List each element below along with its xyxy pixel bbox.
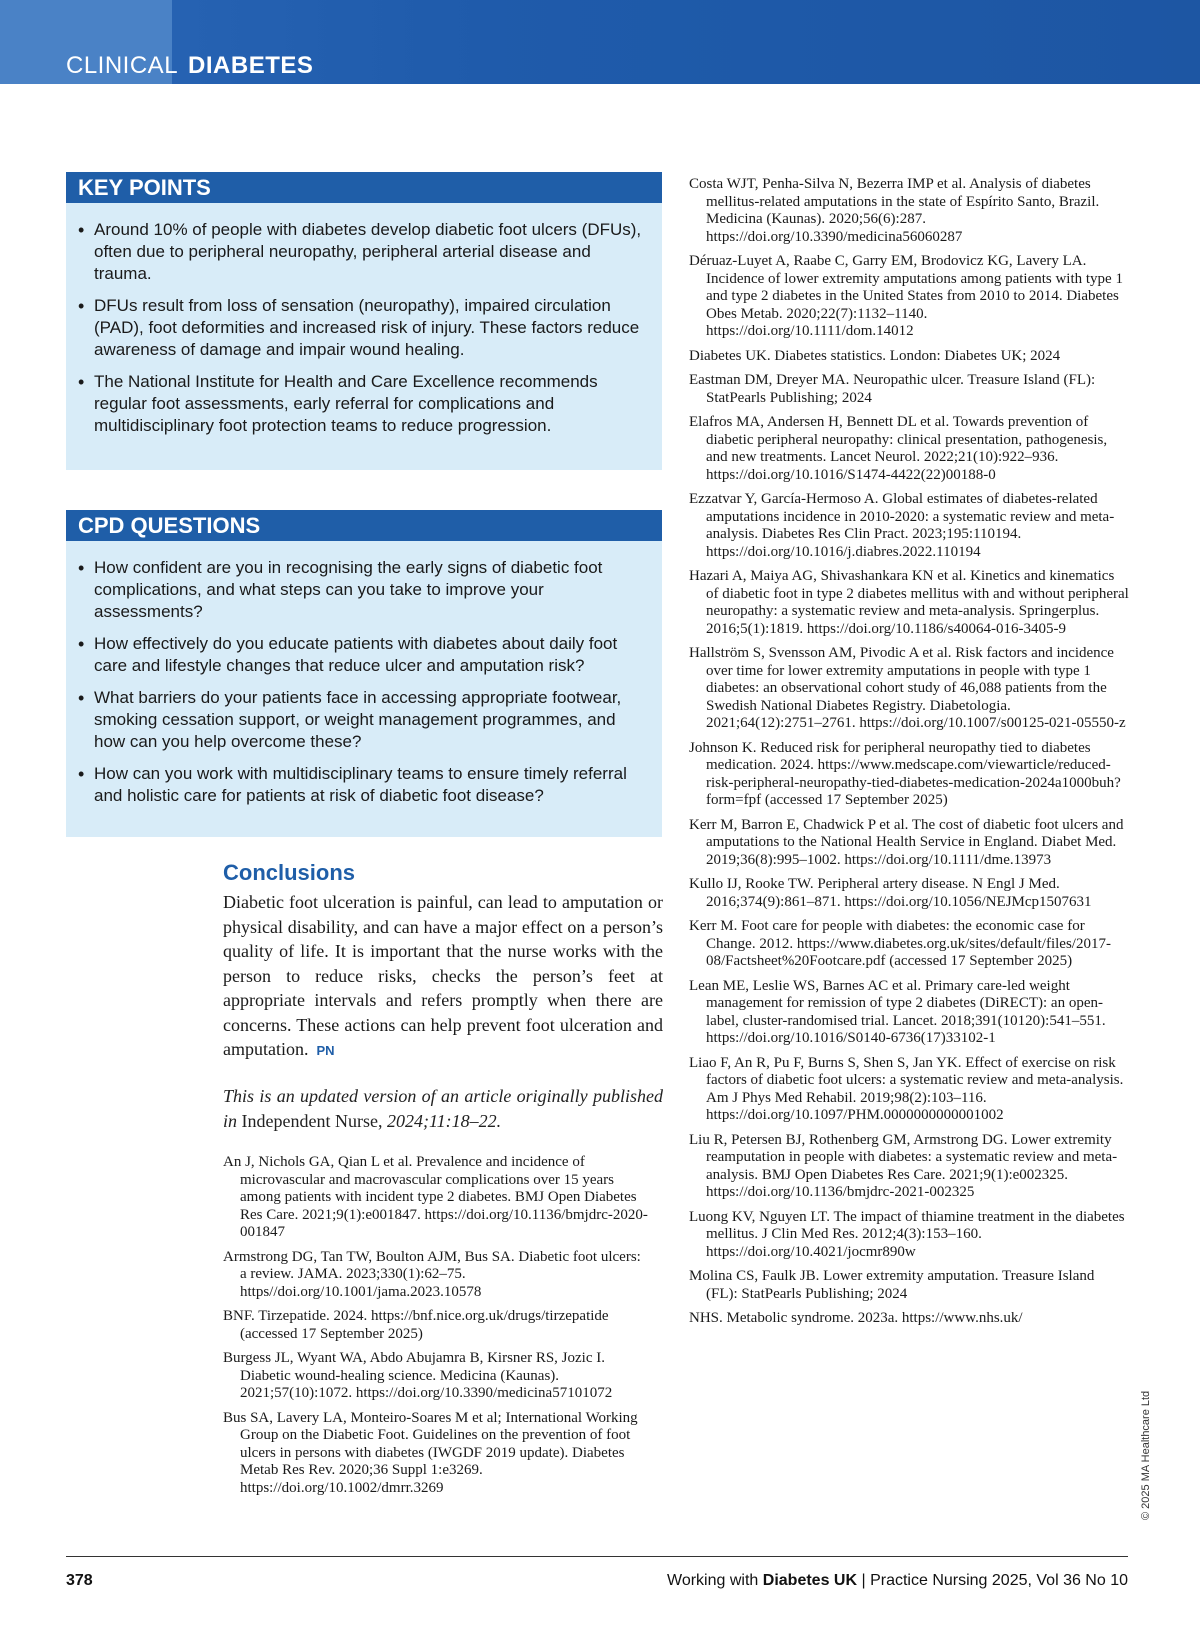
- cpd-questions-box: [66, 510, 662, 837]
- conclusions-heading: Conclusions: [223, 860, 356, 885]
- reference-item: Luong KV, Nguyen LT. The impact of thiamine treatment in the diabetes mellitus. J Clin Med Res. 2012;4(3):153–160. https://doi.org/10.4021/jocmr890w: [689, 1208, 1125, 1260]
- reference-item: Kullo IJ, Rooke TW. Peripheral artery disease. N Engl J Med. 2016;374(9):861–871. https://doi.org/10.1056/NEJMcp1507631: [689, 876, 1092, 910]
- reference-item: Elafros MA, Andersen H, Bennett DL et al. Towards prevention of diabetic peripheral neuropathy: clinical presentation, pathogenesis, and new treatments. Lancet Neurol. 2022;21(10):922–936. https://doi.org/10.1016/S1474-4422(22)00188-0: [689, 414, 1108, 483]
- reference-item: Kerr M. Foot care for people with diabetes: the economic case for Change. 2012. https://www.diabetes.org.uk/sites/default/files/2017-08/Factsheet%20Footcare.pdf (accessed 17 September 2025): [689, 918, 1111, 969]
- reference-item: Burgess JL, Wyant WA, Abdo Abujamra B, Kirsner RS, Jozic I. Diabetic wound-healing science. Medicina (Kaunas). 2021;57(10):1072. https://doi.org/10.3390/medicina57101072: [223, 1350, 613, 1401]
- key-point-item: • The National Institute for Health and Care Excellence recommends regular foot assessments, early referral for complications and multidisciplinary foot protection teams to reduce progression.: [78, 371, 650, 437]
- copyright-notice: © 2025 MA Healthcare Ltd: [1140, 1390, 1152, 1520]
- section-name: CLINICAL: [66, 52, 179, 79]
- page-number: 378: [66, 1572, 93, 1589]
- key-points-title: KEY POINTS: [66, 172, 662, 203]
- references-right-column: [689, 176, 1129, 1335]
- reference-item: Ezzatvar Y, García-Hermoso A. Global estimates of diabetes-related amputations incidence in 2010-2020: a systematic review and meta-analysis. Diabetes Res Clin Pract. 2023;195:110194. https://doi.org/10.1016/j.diabres.2022.110194: [689, 491, 1115, 560]
- footer-journal: | Practice Nursing 2025, Vol 36 No 10: [861, 1572, 1128, 1589]
- cpd-question-item: • How can you work with multidisciplinary teams to ensure timely referral and holistic care for patients at risk of diabetic foot disease?: [78, 763, 650, 807]
- reference-item: Lean ME, Leslie WS, Barnes AC et al. Primary care-led weight management for remission of type 2 diabetes (DiRECT): an open-label, cluster-randomised trial. Lancet. 2018;391(10120):541–551. https://doi.org/10.1016/S0140-6736(17)33102-1: [689, 977, 1106, 1046]
- reference-item: Molina CS, Faulk JB. Lower extremity amputation. Treasure Island (FL): StatPearls Publishing; 2024: [689, 1268, 1095, 1302]
- reference-item: Hallström S, Svensson AM, Pivodic A et al. Risk factors and incidence over time for lower extremity amputations in people with type 1 diabetes: an observational cohort study of 46,088 patients from the Swedish National Diabetes Registry. Diabetologia. 2021;64(12):2751–2761. https://doi.org/10.1007/s00125-021-05550-z: [689, 645, 1126, 731]
- reference-item: BNF. Tirzepatide. 2024. https://bnf.nice.org.uk/drugs/tirzepatide (accessed 17 September 2025): [223, 1308, 609, 1342]
- footer-journal-line: [667, 1572, 1128, 1590]
- cpd-questions-title: CPD QUESTIONS: [66, 510, 662, 541]
- references-left-column: [223, 1154, 648, 1504]
- footer-brand: Diabetes UK: [762, 1572, 858, 1589]
- conclusions-section: [223, 860, 663, 1064]
- key-point-item: • DFUs result from loss of sensation (neuropathy), impaired circulation (PAD), foot deformities and increased risk of injury. These factors reduce awareness of damage and impair wound healing.: [78, 295, 650, 361]
- conclusions-text: Diabetic foot ulceration is painful, can lead to amputation or physical disability, and can have a major effect on a person’s quality of life. It is important that the nurse works with the person to reduce risks, checks the person’s feet at appropriate intervals and refers promptly when there are concerns. These actions can help prevent foot ulceration and amputation.: [223, 892, 663, 1059]
- reference-item: Hazari A, Maiya AG, Shivashankara KN et al. Kinetics and kinematics of diabetic foot in type 2 diabetes mellitus with and without peripheral neuropathy: a systematic review and meta-analysis. Springerplus. 2016;5(1):1819. https://doi.org/10.1186/s40064-016-3405-9: [689, 568, 1129, 637]
- reference-item: Liao F, An R, Pu F, Burns S, Shen S, Jan YK. Effect of exercise on risk factors of diabetic foot ulcers: a systematic review and meta-analysis. Am J Phys Med Rehabil. 2019;98(2):103–116. https://doi.org/10.1097/PHM.0000000000001002: [689, 1054, 1124, 1123]
- reference-item: Bus SA, Lavery LA, Monteiro-Soares M et al; International Working Group on the Diabetic Foot. Guidelines on the prevention of foot ulcers in persons with diabetes (IWGDF 2019 update). Diabetes Metab Res Rev. 2020;36 Suppl 1:e3269. https://doi.org/10.1002/dmrr.3269: [223, 1409, 638, 1496]
- reference-item: Diabetes UK. Diabetes statistics. London: Diabetes UK; 2024: [689, 347, 1061, 364]
- section-topic: DIABETES: [188, 52, 314, 79]
- reference-item: Eastman DM, Dreyer MA. Neuropathic ulcer. Treasure Island (FL): StatPearls Publishing; 2024: [689, 372, 1096, 406]
- reference-item: Liu R, Petersen BJ, Rothenberg GM, Armstrong DG. Lower extremity reamputation in people with diabetes: a systematic review and meta-analysis. BMJ Open Diabetes Res Care. 2021;9(1):e002325. https://doi.org/10.1136/bmjdrc-2021-002325: [689, 1131, 1118, 1200]
- updated-prefix: This is an updated version of an article originally published in: [223, 1086, 663, 1131]
- updated-version-note: [223, 1084, 663, 1133]
- cpd-questions-list: [66, 541, 662, 837]
- key-point-item: • Around 10% of people with diabetes develop diabetic foot ulcers (DFUs), often due to peripheral neuropathy, peripheral arterial disease and trauma.: [78, 219, 650, 285]
- reference-item: Armstrong DG, Tan TW, Boulton AJM, Bus SA. Diabetic foot ulcers: a review. JAMA. 2023;330(1):62–75. https//doi.org/10.1001/jama.2023.10578: [223, 1248, 641, 1300]
- cpd-question-item: • How effectively do you educate patients with diabetes about daily foot care and lifestyle changes that reduce ulcer and amputation risk?: [78, 633, 650, 677]
- reference-item: An J, Nichols GA, Qian L et al. Prevalence and incidence of microvascular and macrovascular complications over 15 years among patients with incident type 2 diabetes. BMJ Open Diabetes Res Care. 2021;9(1):e001847. https://doi.org/10.1136/bmjdrc-2020-001847: [223, 1154, 648, 1240]
- footer-prefix: Working with: [667, 1572, 759, 1589]
- original-journal: Independent Nurse,: [241, 1110, 383, 1131]
- reference-item: Déruaz-Luyet A, Raabe C, Garry EM, Brodovicz KG, Lavery LA. Incidence of lower extremity amputations among patients with type 1 and type 2 diabetes in the United States from 2010 to 2014. Diabetes Obes Metab. 2020;22(7):1132–1140. https://doi.org/10.1111/dom.14012: [689, 253, 1123, 339]
- key-points-list: [66, 203, 662, 467]
- reference-item: NHS. Metabolic syndrome. 2023a. https://www.nhs.uk/: [689, 1310, 1023, 1326]
- cpd-question-item: • How confident are you in recognising the early signs of diabetic foot complications, and what steps can you take to improve your assessments?: [78, 557, 650, 623]
- conclusions-body: [223, 890, 663, 1064]
- footer-divider: [66, 1556, 1128, 1557]
- cpd-question-item: • What barriers do your patients face in accessing appropriate footwear, smoking cessation support, or weight management programmes, and how can you help overcome these?: [78, 687, 650, 753]
- end-mark: PN: [316, 1043, 335, 1058]
- original-citation: 2024;11:18–22.: [386, 1110, 502, 1131]
- reference-item: Kerr M, Barron E, Chadwick P et al. The cost of diabetic foot ulcers and amputations to the National Health Service in England. Diabet Med. 2019;36(8):995–1002. https://doi.org/10.1111/dme.13973: [689, 816, 1124, 868]
- section-label: [66, 52, 313, 80]
- key-points-box: [66, 172, 662, 470]
- reference-item: Costa WJT, Penha-Silva N, Bezerra IMP et al. Analysis of diabetes mellitus-related amputations in the state of Espírito Santo, Brazil. Medicina (Kaunas). 2020;56(6):287. https://doi.org/10.3390/medicina56060287: [689, 176, 1100, 245]
- reference-item: Johnson K. Reduced risk for peripheral neuropathy tied to diabetes medication. 2024. https://www.medscape.com/viewarticle/reduced-risk-peripheral-neuropathy-tied-diabetes-medication-2024a1000buh?form=fpf (accessed 17 September 2025): [689, 739, 1121, 808]
